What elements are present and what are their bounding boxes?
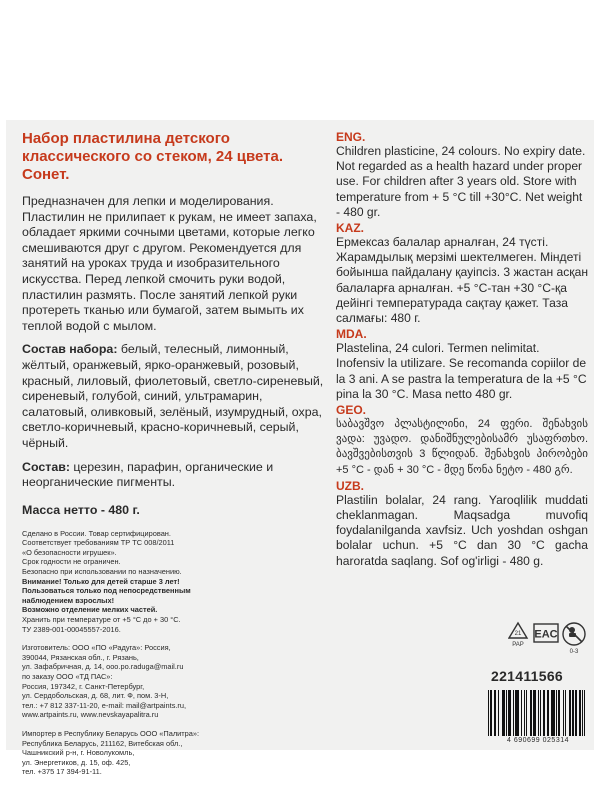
barcode-number: 4 690699 025314 [507,737,569,744]
multilingual-column [336,130,588,570]
small-print-block [22,529,327,777]
eac-mark [534,624,558,642]
composition [22,460,327,491]
composition-text: церезин, парафин, органические и неорганические пигменты. [22,459,274,490]
info-line: Срок годности не ограничен. [22,557,121,567]
warning-line: Пользоваться только под непосредственным [22,586,191,596]
set-contents [22,342,327,451]
warning-line: Возможно отделение мелких частей. [22,605,158,615]
age-warning-icon [563,623,585,654]
info-line: Безопасно при использовании по назначению. [22,567,182,577]
product-code: 221411566 [491,668,564,684]
lang-code-eng: ENG. [336,130,366,144]
lang-text-kaz: Ермексаз балалар арналған, 24 түсті. Жарамдылық мерзімі шектелмеген. Міндеті бойынша пайдалану қауіпсіз. 3 жастан асқан балаларға арналған. +5 °С-тан +30 °С-қа дейінгі температурада сақтау қажет. Таза салмағы: 480 г. [336,235,588,326]
info-line: «О безопасности игрушек». [22,547,117,557]
importer-line: тел. +375 17 394-91-11. [22,767,102,777]
lang-text-mda: Plastelina, 24 culori. Termen nelimitat. Inofensiv la utilizare. Se recomanda copiilor de la 3 ani. A se pastra la temperatura de la +5 °C pina la 30 °C. Masa netto 480 gr. [336,341,587,401]
eac-text: EAC [534,628,558,641]
barcode [488,690,588,745]
storage-line: Хранить при температуре от +5 °С до + 30 °С. [22,615,181,625]
age-label: 0-3 [569,649,579,654]
storage-line: ТУ 2389-001-00045557-2016. [22,624,121,634]
lang-code-geo: GEO. [336,403,367,418]
manufacturer-line: Изготовитель: ООО «ПО «Радуга»: Россия, [22,643,171,653]
importer-line: ул. Энергетиков, д. 15, оф. 425, [22,757,131,767]
lang-text-uzb: Plastilin bolalar, 24 rang. Yaroqlilik muddati cheklanmagan. Maqsadga muvofiq foydalanilganda xavfsiz. Uch yoshdan oshgan bolalar uchun. +5 °C dan 30 °C gacha haroratda saqlang. Sof og'irligi - 480 g. [336,492,588,568]
product-title: Набор пластилина детского классического со стеком, 24 цвета. Сонет. [22,130,284,183]
lang-code-uzb: UZB. [336,478,364,493]
certification-icons [508,620,588,654]
lang-text-geo: საბავშვო პლასტილინი, 24 ფერი. შენახვის ვადა: უვადო. დანიშნულებისამრ უსაფრთხო. ბავშვებისთვის 3 წლიდან. შენახვის პირობები +5 °C - დან + 30 °C - მდე წონა ნეტო - 480 გრ. [336,418,588,476]
recycle-text: PAP [512,642,524,648]
importer-line: Чашникский р-н, г. Новолукомль, [22,748,135,758]
manufacturer-line: тел.: +7 812 337-11-20, e-mail: mail@artpaints.ru, [22,700,187,710]
lang-code-kaz: KAZ. [336,221,364,236]
product-description: Предназначен для лепки и моделирования. Пластилин не прилипает к рукам, не имеет запаха, обладает яркими сочными цветами, которые легко смешиваются друг с другом. Рекомендуется для занятий на уроках труда и изобразительного искусства. Перед лепкой смочить руки водой, пластилин размять. После занятий лепкой руки протереть тканью или бумагой, затем вымыть их теплой водой с мылом. [22,194,317,333]
recycle-number: 21 [514,631,522,637]
set-label: Состав набора: [22,342,118,357]
warning-line: Внимание! Только для детей старше 3 лет! [22,576,180,586]
warning-line: наблюдением взрослых! [22,595,115,605]
manufacturer-line: 390044, Рязанская обл., г. Рязань, [22,652,139,662]
importer-line: Республика Беларусь, 211162, Витебская обл., [22,738,183,748]
info-line: Соответствует требованиям ТР ТС 008/2011 [22,538,175,548]
set-text: белый, телесный, лимонный, жёлтый, оранжевый, ярко-оранжевый, розовый, красный, лиловый, фиолетовый, светло-сиреневый, сиреневый, голубой, синий, ультрамарин, салатовый, оливковый, зелёный, изумрудный, охра, светло-коричневый, красно-коричневый, серый, чёрный. [22,342,324,450]
barcode-bars [488,690,588,736]
manufacturer-line: по заказу ООО «ТД ПАС»: [22,672,113,681]
net-mass: Масса нетто - 480 г. [22,502,140,517]
recycle-icon [509,623,527,648]
manufacturer-line: www.artpaints.ru, www.nevskayapalitra.ru [22,710,159,720]
lang-text-eng: Children plasticine, 24 colours. No expiry date. Not regarded as a health hazard under proper use. For children after 3 years old. Store with temperature from + 5 °C till +30°C. Net weight - 480 gr. [336,144,586,219]
manufacturer-line: ул. Сердобольская, д. 68, лит. Ф, пом. 3-Н, [22,691,169,701]
lang-code-mda: MDA. [336,327,367,342]
russian-column [22,130,327,777]
manufacturer-line: ул. Зафабричная, д. 14, ooo.po.raduga@mail.ru [22,662,184,672]
composition-label: Состав: [22,459,70,474]
info-line: Сделано в России. Товар сертифицирован. [22,528,171,538]
importer-line: Импортер в Республику Беларусь ООО «Палитра»: [22,728,200,738]
manufacturer-line: Россия, 197342, г. Санкт-Петербург, [22,681,145,691]
